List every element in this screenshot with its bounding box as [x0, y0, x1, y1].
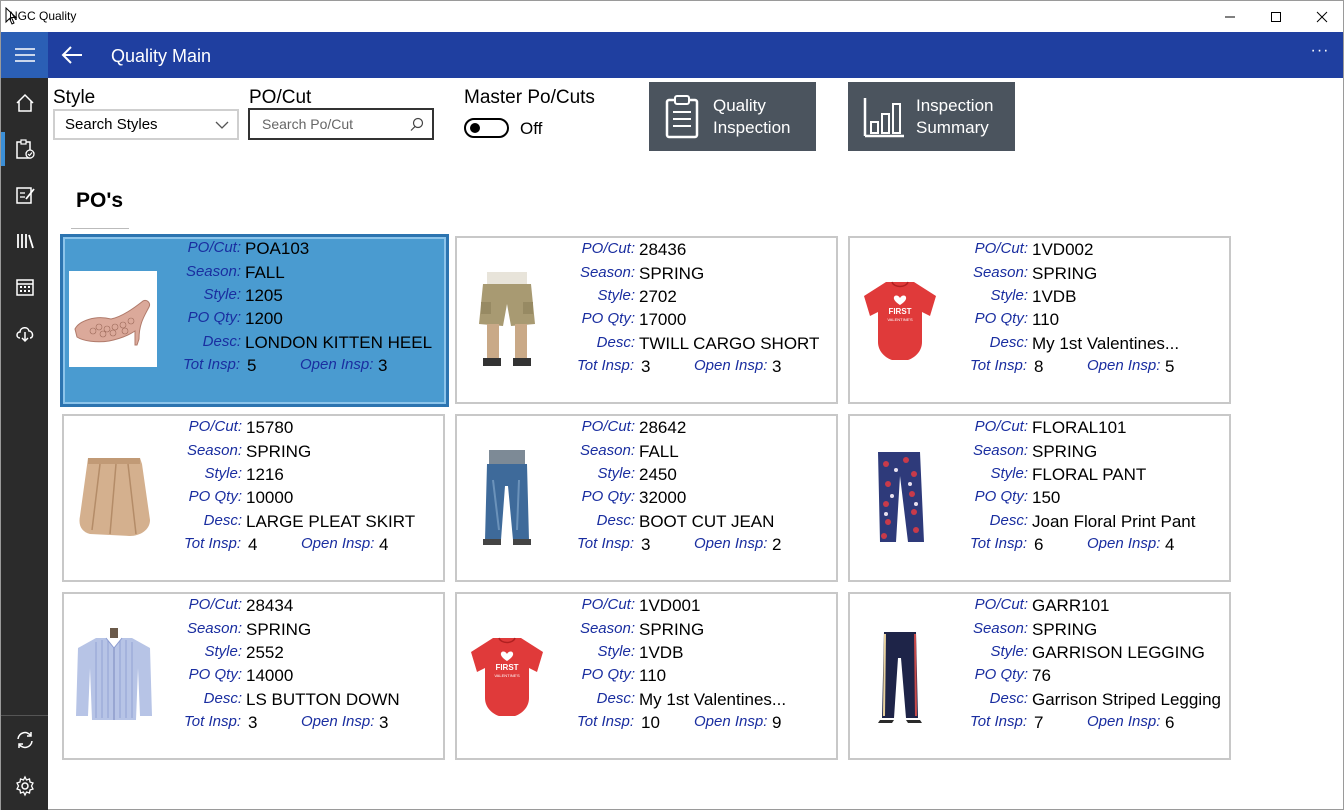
po-qty-label: PO Qty: — [974, 310, 1028, 327]
desc-label: Desc: — [989, 334, 1028, 351]
quality-inspection-button[interactable] — [649, 82, 816, 151]
tot-insp-label: Tot Insp: — [970, 357, 1027, 374]
tot-insp-value: 6 — [1034, 535, 1044, 554]
po-qty-label: PO Qty: — [974, 666, 1028, 683]
tot-insp-value: 3 — [248, 713, 258, 732]
section-title: PO's — [76, 189, 124, 212]
page-title: Quality Main — [111, 46, 212, 66]
desc-label: Desc: — [596, 512, 635, 529]
po-card[interactable] — [455, 236, 838, 404]
clipboard-check-icon — [14, 138, 36, 160]
edit-list-icon — [14, 184, 36, 206]
tot-insp-value: 10 — [641, 713, 660, 732]
tot-insp-label: Tot Insp: — [970, 535, 1027, 552]
close-icon — [1316, 11, 1328, 23]
po-qty-value: 14000 — [246, 666, 294, 685]
desc-label: Desc: — [596, 690, 635, 707]
style-dropdown[interactable] — [53, 109, 239, 140]
maximize-button[interactable] — [1253, 1, 1299, 32]
po-card[interactable] — [60, 234, 449, 407]
style-dropdown-value: Search Styles — [65, 116, 158, 133]
open-insp-label: Open Insp: — [1087, 357, 1161, 374]
open-insp-value: 5 — [1165, 357, 1175, 376]
tot-insp-label: Tot Insp: — [577, 357, 634, 374]
po-cut-label: PO/Cut: — [581, 418, 635, 435]
desc-value: BOOT CUT JEAN — [639, 512, 775, 531]
title-bar — [1, 1, 1343, 32]
season-value: SPRING — [1032, 620, 1098, 639]
sidebar-item-settings[interactable] — [1, 763, 48, 809]
season-value: SPRING — [246, 620, 312, 639]
open-insp-value: 9 — [772, 713, 782, 732]
style-label: Style — [53, 87, 96, 108]
style-label: Style: — [597, 643, 635, 660]
po-qty-label: PO Qty: — [581, 488, 635, 505]
open-insp-label: Open Insp: — [694, 357, 768, 374]
desc-value: Garrison Striped Legging — [1032, 690, 1222, 709]
gear-icon — [14, 775, 36, 797]
sidebar-item-calendar[interactable] — [1, 264, 48, 310]
tot-insp-label: Tot Insp: — [184, 713, 241, 730]
po-cut-value: 1VD001 — [639, 596, 701, 615]
season-value: SPRING — [1032, 442, 1098, 461]
po-card[interactable] — [848, 236, 1231, 404]
sync-icon — [14, 729, 36, 751]
open-insp-label: Open Insp: — [300, 356, 374, 373]
season-label: Season: — [185, 263, 241, 280]
style-label: Style: — [597, 287, 635, 304]
open-insp-value: 3 — [772, 357, 782, 376]
style-label: Style: — [990, 287, 1028, 304]
inspection-summary-button[interactable] — [848, 82, 1015, 151]
sidebar-item-library[interactable] — [1, 218, 48, 264]
po-cut-value: POA103 — [245, 239, 310, 258]
tot-insp-label: Tot Insp: — [970, 713, 1027, 730]
season-label: Season: — [972, 620, 1028, 637]
season-value: SPRING — [639, 620, 705, 639]
po-cut-value: 28434 — [246, 596, 294, 615]
po-cut-search-placeholder: Search Po/Cut — [262, 116, 354, 132]
sidebar-item-sync[interactable] — [1, 717, 48, 763]
po-cut-label: PO/Cut: — [974, 596, 1028, 613]
po-cut-value: 28642 — [639, 418, 687, 437]
season-value: SPRING — [639, 264, 705, 283]
style-label: Style: — [203, 286, 241, 303]
po-cut-search-input[interactable] — [248, 108, 434, 140]
po-card[interactable] — [62, 592, 445, 760]
po-qty-value: 17000 — [639, 310, 687, 329]
season-label: Season: — [972, 264, 1028, 281]
po-qty-value: 76 — [1032, 666, 1051, 685]
sidebar — [1, 78, 48, 810]
po-cut-value: 1VD002 — [1032, 240, 1094, 259]
open-insp-label: Open Insp: — [301, 535, 375, 552]
desc-value: My 1st Valentines... — [1032, 334, 1180, 353]
tot-insp-label: Tot Insp: — [183, 356, 240, 373]
po-cut-label: PO/Cut: — [187, 239, 241, 256]
toggle-knob — [470, 123, 480, 133]
open-insp-value: 4 — [379, 535, 389, 554]
po-cut-value: 28436 — [639, 240, 687, 259]
style-value: 1205 — [245, 286, 283, 305]
po-cut-label: PO/Cut: — [974, 240, 1028, 257]
sidebar-divider — [1, 715, 48, 716]
style-label: Style: — [204, 643, 242, 660]
desc-value: LARGE PLEAT SKIRT — [246, 512, 416, 531]
po-card[interactable] — [848, 592, 1231, 760]
desc-value: Joan Floral Print Pant — [1032, 512, 1196, 531]
po-qty-label: PO Qty: — [581, 666, 635, 683]
style-label: Style: — [204, 465, 242, 482]
sidebar-item-quality[interactable] — [1, 126, 48, 172]
po-card[interactable] — [62, 414, 445, 582]
back-button[interactable] — [57, 40, 87, 70]
clipboard-icon — [663, 94, 703, 140]
desc-value: TWILL CARGO SHORT — [639, 334, 820, 353]
master-po-cuts-toggle[interactable] — [464, 118, 509, 138]
po-qty-value: 32000 — [639, 488, 687, 507]
desc-label: Desc: — [202, 333, 241, 350]
minimize-icon — [1224, 11, 1236, 23]
chevron-down-icon — [215, 118, 229, 132]
bar-chart-icon — [862, 94, 906, 140]
po-cut-value: 15780 — [246, 418, 294, 437]
open-insp-value: 3 — [379, 713, 389, 732]
sidebar-item-cloud-download[interactable] — [1, 310, 48, 356]
tot-insp-label: Tot Insp: — [184, 535, 241, 552]
desc-value: My 1st Valentines... — [639, 690, 787, 709]
po-qty-label: PO Qty: — [187, 309, 241, 326]
close-button[interactable] — [1299, 1, 1344, 32]
style-value: 1VDB — [639, 643, 684, 662]
season-value: SPRING — [1032, 264, 1098, 283]
po-qty-label: PO Qty: — [188, 666, 242, 683]
po-cut-label: PO/Cut: — [974, 418, 1028, 435]
open-insp-label: Open Insp: — [1087, 713, 1161, 730]
app-header — [1, 32, 1343, 78]
season-label: Season: — [186, 442, 242, 459]
maximize-icon — [1270, 11, 1282, 23]
desc-value: LONDON KITTEN HEEL — [245, 333, 433, 352]
po-cut-label: PO/Cut: — [581, 240, 635, 257]
tot-insp-value: 7 — [1034, 713, 1044, 732]
po-cut-label: PO/Cut: — [188, 418, 242, 435]
tot-insp-value: 5 — [247, 356, 257, 375]
tot-insp-value: 3 — [641, 535, 651, 554]
sidebar-item-home[interactable] — [1, 80, 48, 126]
open-insp-value: 2 — [772, 535, 782, 554]
open-insp-label: Open Insp: — [301, 713, 375, 730]
sidebar-item-edit-list[interactable] — [1, 172, 48, 218]
style-value: 2552 — [246, 643, 284, 662]
po-cut-value: FLORAL101 — [1032, 418, 1127, 437]
po-cut-label: PO/Cut — [249, 87, 312, 108]
search-icon — [410, 117, 424, 131]
open-insp-value: 3 — [378, 356, 388, 375]
season-label: Season: — [579, 620, 635, 637]
desc-value: LS BUTTON DOWN — [246, 690, 400, 709]
po-cut-value: GARR101 — [1032, 596, 1110, 615]
tot-insp-value: 8 — [1034, 357, 1044, 376]
desc-label: Desc: — [203, 690, 242, 707]
po-card[interactable] — [848, 414, 1231, 582]
season-label: Season: — [579, 442, 635, 459]
desc-label: Desc: — [203, 512, 242, 529]
open-insp-label: Open Insp: — [694, 535, 768, 552]
more-options-button[interactable]: ··· — [1310, 42, 1330, 59]
open-insp-value: 4 — [1165, 535, 1175, 554]
style-label: Style: — [597, 465, 635, 482]
app-title: NGC Quality — [9, 9, 77, 23]
toggle-state-text: Off — [520, 119, 543, 138]
hamburger-icon — [15, 48, 35, 62]
library-icon — [14, 230, 36, 252]
quality-inspection-label-line1: Quality — [713, 95, 766, 115]
tot-insp-label: Tot Insp: — [577, 713, 634, 730]
style-label: Style: — [990, 465, 1028, 482]
tot-insp-label: Tot Insp: — [577, 535, 634, 552]
season-label: Season: — [972, 442, 1028, 459]
desc-label: Desc: — [596, 334, 635, 351]
po-qty-value: 110 — [1032, 310, 1060, 329]
season-value: FALL — [639, 442, 679, 461]
style-value: 2450 — [639, 465, 677, 484]
desc-label: Desc: — [989, 690, 1028, 707]
style-value: 1VDB — [1032, 287, 1077, 306]
master-po-cuts-label: Master Po/Cuts — [464, 87, 595, 108]
po-card[interactable] — [455, 414, 838, 582]
po-qty-value: 110 — [639, 666, 667, 685]
tot-insp-value: 4 — [248, 535, 258, 554]
back-arrow-icon — [61, 46, 83, 64]
style-value: 2702 — [639, 287, 677, 306]
cloud-download-icon — [14, 322, 36, 344]
po-cut-label: PO/Cut: — [188, 596, 242, 613]
po-qty-label: PO Qty: — [188, 488, 242, 505]
po-qty-value: 1200 — [245, 309, 283, 328]
style-value: 1216 — [246, 465, 284, 484]
po-cut-label: PO/Cut: — [581, 596, 635, 613]
minimize-button[interactable] — [1207, 1, 1253, 32]
season-label: Season: — [579, 264, 635, 281]
po-qty-label: PO Qty: — [581, 310, 635, 327]
season-label: Season: — [186, 620, 242, 637]
po-card[interactable] — [455, 592, 838, 760]
po-qty-value: 150 — [1032, 488, 1061, 507]
inspection-summary-label-line1: Inspection — [916, 95, 994, 115]
tot-insp-value: 3 — [641, 357, 651, 376]
style-label: Style: — [990, 643, 1028, 660]
inspection-summary-label-line2: Summary — [916, 117, 989, 137]
hamburger-menu-button[interactable] — [1, 32, 48, 78]
season-value: FALL — [245, 263, 285, 282]
section-underline — [71, 228, 129, 229]
season-value: SPRING — [246, 442, 312, 461]
quality-inspection-label-line2: Inspection — [713, 117, 791, 137]
open-insp-value: 6 — [1165, 713, 1175, 732]
desc-label: Desc: — [989, 512, 1028, 529]
home-icon — [14, 92, 36, 114]
calendar-icon — [14, 276, 36, 298]
open-insp-label: Open Insp: — [694, 713, 768, 730]
open-insp-label: Open Insp: — [1087, 535, 1161, 552]
style-value: GARRISON LEGGING — [1032, 643, 1205, 662]
po-qty-value: 10000 — [246, 488, 294, 507]
po-qty-label: PO Qty: — [974, 488, 1028, 505]
style-value: FLORAL PANT — [1032, 465, 1147, 484]
